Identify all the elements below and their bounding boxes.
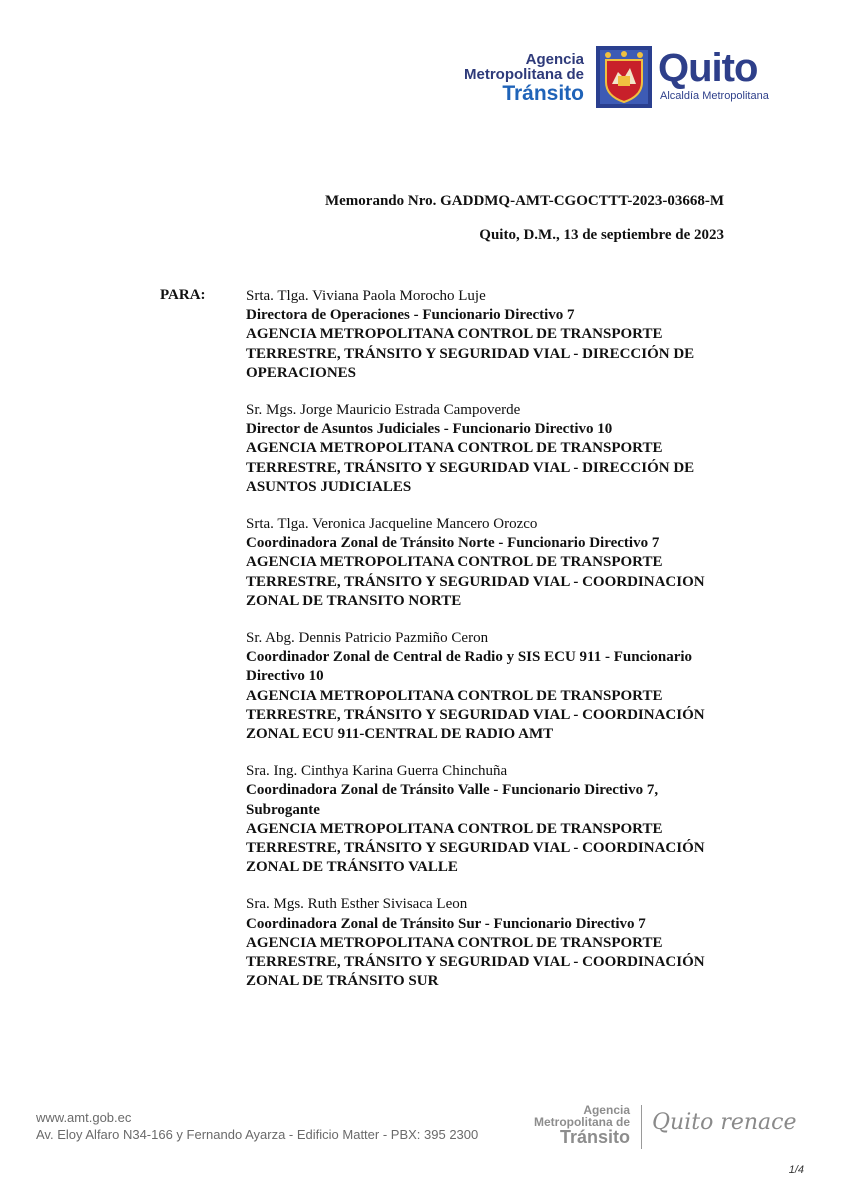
recipient — [246, 287, 726, 383]
amt-logo-line-3: Tránsito — [502, 82, 584, 105]
recipient-title: Coordinador Zonal de Central de Radio y SIS ECU 911 - Funcionario Directivo 10 — [246, 649, 693, 685]
recipient-name: Srta. Tlga. Viviana Paola Morocho Luje — [246, 288, 486, 304]
recipient — [246, 895, 726, 991]
page-number: 1/4 — [788, 1164, 804, 1176]
footer-logo-line-1: Agencia — [583, 1103, 630, 1117]
para-label: PARA: — [160, 287, 206, 303]
recipient-organization: AGENCIA METROPOLITANA CONTROL DE TRANSPORTE TERRESTRE, TRÁNSITO Y SEGURIDAD VIAL - COORDINACION ZONAL DE TRANSITO NORTE — [246, 554, 705, 609]
recipient — [246, 515, 726, 611]
quito-crest-icon — [596, 46, 652, 108]
recipient-organization: AGENCIA METROPOLITANA CONTROL DE TRANSPORTE TERRESTRE, TRÁNSITO Y SEGURIDAD VIAL - DIRECCIÓN DE ASUNTOS JUDICIALES — [246, 440, 695, 495]
recipient-title: Coordinadora Zonal de Tránsito Norte - Funcionario Directivo 7 — [246, 535, 660, 552]
footer-logo-line-2: Metropolitana de — [533, 1115, 630, 1129]
recipient-list — [246, 287, 726, 1010]
recipient-organization: AGENCIA METROPOLITANA CONTROL DE TRANSPORTE TERRESTRE, TRÁNSITO Y SEGURIDAD VIAL - DIRECCIÓN DE OPERACIONES — [246, 326, 695, 381]
footer-divider — [641, 1105, 642, 1149]
recipient-title: Coordinadora Zonal de Tránsito Sur - Funcionario Directivo 7 — [246, 915, 646, 932]
recipient-name: Sra. Ing. Cinthya Karina Guerra Chinchuña — [246, 763, 508, 780]
recipient-name: Sr. Abg. Dennis Patricio Pazmiño Ceron — [246, 630, 489, 647]
footer-amt-logo — [508, 1104, 630, 1146]
footer-slogan: Quito renace — [652, 1110, 797, 1135]
recipient-title: Director de Asuntos Judiciales - Funcionario Directivo 10 — [246, 421, 613, 438]
quito-logo-subtitle: Alcaldía Metropolitana — [660, 90, 769, 102]
recipient-name: Srta. Tlga. Veronica Jacqueline Mancero Orozco — [246, 516, 538, 533]
memo-date: Quito, D.M., 13 de septiembre de 2023 — [479, 227, 724, 243]
recipient — [246, 629, 726, 744]
footer-logo-line-3: Tránsito — [559, 1127, 630, 1147]
recipient — [246, 401, 726, 497]
amt-logo — [424, 52, 584, 104]
footer-website-link[interactable]: www.amt.gob.ec — [36, 1110, 132, 1125]
amt-logo-line-1: Agencia — [525, 51, 584, 68]
recipient-name: Sr. Mgs. Jorge Mauricio Estrada Campoverde — [246, 402, 521, 419]
page-header — [420, 44, 800, 110]
footer-address: Av. Eloy Alfaro N34-166 y Fernando Ayarza - Edificio Matter - PBX: 395 2300 — [36, 1127, 479, 1142]
recipient-organization: AGENCIA METROPOLITANA CONTROL DE TRANSPORTE TERRESTRE, TRÁNSITO Y SEGURIDAD VIAL - COORDINACIÓN ZONAL DE TRÁNSITO SUR — [246, 934, 705, 990]
amt-logo-line-2: Metropolitana de — [463, 66, 584, 83]
footer-contact — [36, 1109, 478, 1143]
memo-number: Memorando Nro. GADDMQ-AMT-CGOCTTT-2023-03668-M — [324, 193, 724, 209]
recipient — [246, 762, 726, 877]
recipient-organization: AGENCIA METROPOLITANA CONTROL DE TRANSPORTE TERRESTRE, TRÁNSITO Y SEGURIDAD VIAL - COORDINACIÓN ZONAL ECU 911-CENTRAL DE RADIO AMT — [246, 687, 705, 743]
recipient-organization: AGENCIA METROPOLITANA CONTROL DE TRANSPORTE TERRESTRE, TRÁNSITO Y SEGURIDAD VIAL - COORDINACIÓN ZONAL DE TRÁNSITO VALLE — [246, 820, 705, 876]
quito-logo-text: Quito — [658, 46, 758, 90]
recipient-title: Directora de Operaciones - Funcionario Directivo 7 — [246, 307, 575, 324]
recipient-title: Coordinadora Zonal de Tránsito Valle - Funcionario Directivo 7, Subrogante — [246, 782, 659, 818]
recipient-name: Sra. Mgs. Ruth Esther Sivisaca Leon — [246, 896, 468, 913]
